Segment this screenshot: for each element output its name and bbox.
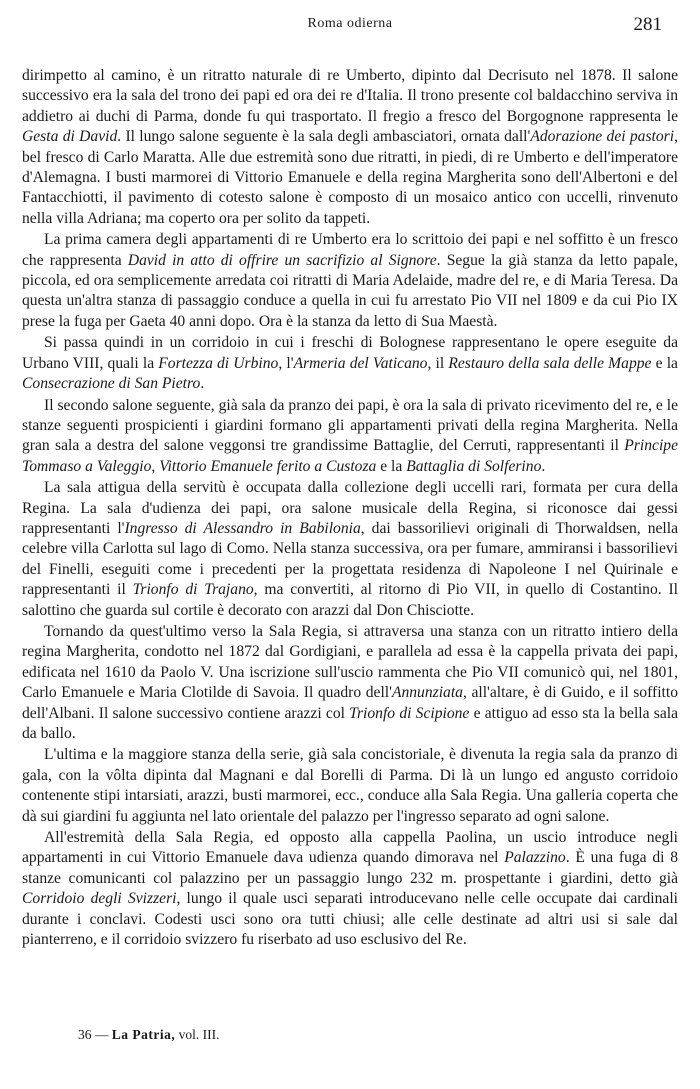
italic-title: Palazzino <box>504 849 566 867</box>
italic-title: Ingresso di Alessandro in Babilonia <box>124 519 361 537</box>
italic-title: Annunziata <box>391 684 463 702</box>
italic-title: Trionfo di Trajano <box>132 581 254 599</box>
italic-title: Principe Tommaso a Valeggio <box>22 437 678 475</box>
paragraph <box>22 622 678 744</box>
text-run: , dai bassorilievi originali di Thorwaldsen, nella celebre villa Carlotta sul lago di Como. Nella stanza successiva, ora per fumare, ammiransi i bassorilievi del Finelli, eseguiti come i precedenti per la progettata residenza di Napoleone I nel Quirinale e rappresentanti il <box>22 519 678 599</box>
running-header <box>0 16 700 40</box>
text-run: , lungo il quale usci separati introducevano nelle celle occupate dai cardinali durante i conclavi. Codesti usci sono ora tutti chiusi; alle celle destinate ad altri usi si sale dal pianterreno, e il corridoio svizzero fu riserbato ad uso esclusivo del Re. <box>22 890 678 949</box>
text-run: La prima camera degli appartamenti di re Umberto era lo scrittoio dei papi e nel soffitto è un fresco che rappresenta <box>22 231 678 269</box>
publication-name: La Patria, <box>111 1027 176 1042</box>
text-run: L'ultima e la maggiore stanza della serie, già sala concistoriale, è divenuta la regia sala da pranzo di gala, con la vôlta dipinta dal Magnani e dal Borelli di Parma. Di là un lungo ed angusto corridoio contenente stipi intarsiati, arazzi, busti marmorei, ecc., conduce alla Sala Regia. Una galleria coperta che dà sui giardini fu aggiunta nel lato orientale del palazzo per l'ingresso separato ad ogni salone. <box>22 746 678 825</box>
paragraph <box>22 745 678 827</box>
text-run: . Il lungo salone seguente è la sala degli ambasciatori, ornata dall' <box>117 128 531 146</box>
footer-signature <box>78 1027 220 1043</box>
text-run: , ma convertiti, al ritorno di Pio VII, in quello di Costantino. Il salottino che guarda sul cortile è decorato con arazzi dal Don Chisciotte. <box>22 581 678 619</box>
italic-title: Adorazione dei pastori <box>530 128 675 146</box>
text-run: e la <box>651 354 678 372</box>
text-run: . <box>200 375 205 393</box>
signature-mark: 36 — <box>78 1027 109 1042</box>
italic-title: Restauro della sala delle Mappe <box>448 354 652 372</box>
text-run: All'estremità della Sala Regia, ed opposto alla cappella Paolina, un uscio introduce negli appartamenti in cui Vittorio Emanuele dava udienza quando dimorava nel <box>22 829 678 867</box>
italic-title: Corridoio degli Svizzeri <box>22 890 177 908</box>
text-run: e attiguo ad esso sta la bella sala da ballo. <box>22 704 678 742</box>
text-run: La sala attigua della servitù è occupata dalla collezione degli uccelli rari, formata per cura della Regina. La sala d'udienza dei papi, ora salone musicale della Regina, si riconosce dai gessi rappresentanti l' <box>22 479 678 537</box>
text-run: , bel fresco di Carlo Maratta. Alle due estremità sono due ritratti, in piedi, di re Umberto e dell'imperatore d'Alemagna. I busti marmorei di Vittorio Emanuele e della regina Margherita sono dell'Albertoni e del Fantacchiotti, il pavimento di cotesto salone è composto di un mosaico antico con uccelli, rinvenuto nella villa Adriana; ma coperto ora per solito da tappeti. <box>22 128 678 227</box>
page-number: 281 <box>633 14 662 35</box>
italic-title: Consecrazione di San Pietro <box>22 375 201 393</box>
italic-title: Trionfo di Scipione <box>349 704 470 722</box>
text-run: e la <box>376 457 407 475</box>
italic-title: Armeria del Vaticano <box>293 354 428 372</box>
text-run: , all'altare, è di Guido, e il soffitto dell'Albani. Il salone successivo contiene arazzi col <box>22 684 679 722</box>
paragraph <box>22 828 678 950</box>
paragraph <box>22 230 678 332</box>
text-run: . <box>541 457 546 475</box>
text-run: Il secondo salone seguente, già sala da pranzo dei papi, è ora la sala di privato ricevimento del re, e le stanze seguenti prospicienti i giardini formano gli appartamenti privati della regina Margherita. Nella gran sala a destra del salone veggonsi tre grandissime Battaglie, del Cerruti, rappresentanti il <box>22 396 678 455</box>
italic-title: Vittorio Emanuele ferito a Custoza <box>159 457 377 475</box>
paragraph <box>22 396 678 478</box>
paragraph <box>22 66 678 229</box>
italic-title: Battaglia di Solferino <box>406 457 542 475</box>
italic-title: Fortezza di Urbino <box>158 354 279 372</box>
text-run: . Segue la già stanza da letto papale, piccola, ed ora semplicemente arredata coi ritratti di Maria Adelaide, madre del re, e di Maria Teresa. Da questa un'altra stanza di passaggio conduce a quella in cui fu arrestato Pio VII nel 1809 e da cui Pio IX prese la fuga per Gaeta 40 anni dopo. Ora è la stanza da letto di Sua Maestà. <box>22 251 678 330</box>
text-run: , il <box>427 354 449 372</box>
italic-title: Gesta di David <box>22 128 118 146</box>
text-run: , l' <box>278 354 294 372</box>
text-run: , <box>151 457 160 475</box>
paragraph <box>22 478 678 621</box>
text-run: Si passa quindi in un corridoio in cui i freschi di Bolognese rappresentano le opere eseguite da Urbano VIII, quali la <box>22 334 678 372</box>
text-run: . È una fuga di 8 stanze comunicanti col palazzino per un passaggio lungo 232 m. prospettante i giardini, detto già <box>22 849 678 887</box>
text-run: Tornando da quest'ultimo verso la Sala Regia, si attraversa una stanza con un ritratto intiero della regina Margherita, condotto nel 1872 dal Gordigiani, e parallela ad essa è la cappella privata dei papi, edificata nel 1610 da Paolo V. Una iscrizione sull'uscio rammenta che Pio VII comunicò qui, nel 1801, Carlo Emanuele e Maria Clotilde di Savoia. Il quadro dell' <box>22 622 678 702</box>
italic-title: David in atto di offrire un sacrifizio al Signore <box>127 251 437 269</box>
text-run: dirimpetto al camino, è un ritratto naturale di re Umberto, dipinto dal Decrisuto nel 1878. Il salone successivo era la sala del trono dei papi ed ora dei re d'Italia. Il trono presente col baldacchino serviva in addietro ai duchi di Parma, donde fu qui trasportato. Il fregio a fresco del Borgognone rappresenta le <box>22 67 678 125</box>
volume-label: vol. III. <box>178 1027 220 1042</box>
body-text <box>22 66 678 950</box>
paragraph <box>22 333 678 394</box>
running-title: Roma odierna <box>307 16 393 31</box>
